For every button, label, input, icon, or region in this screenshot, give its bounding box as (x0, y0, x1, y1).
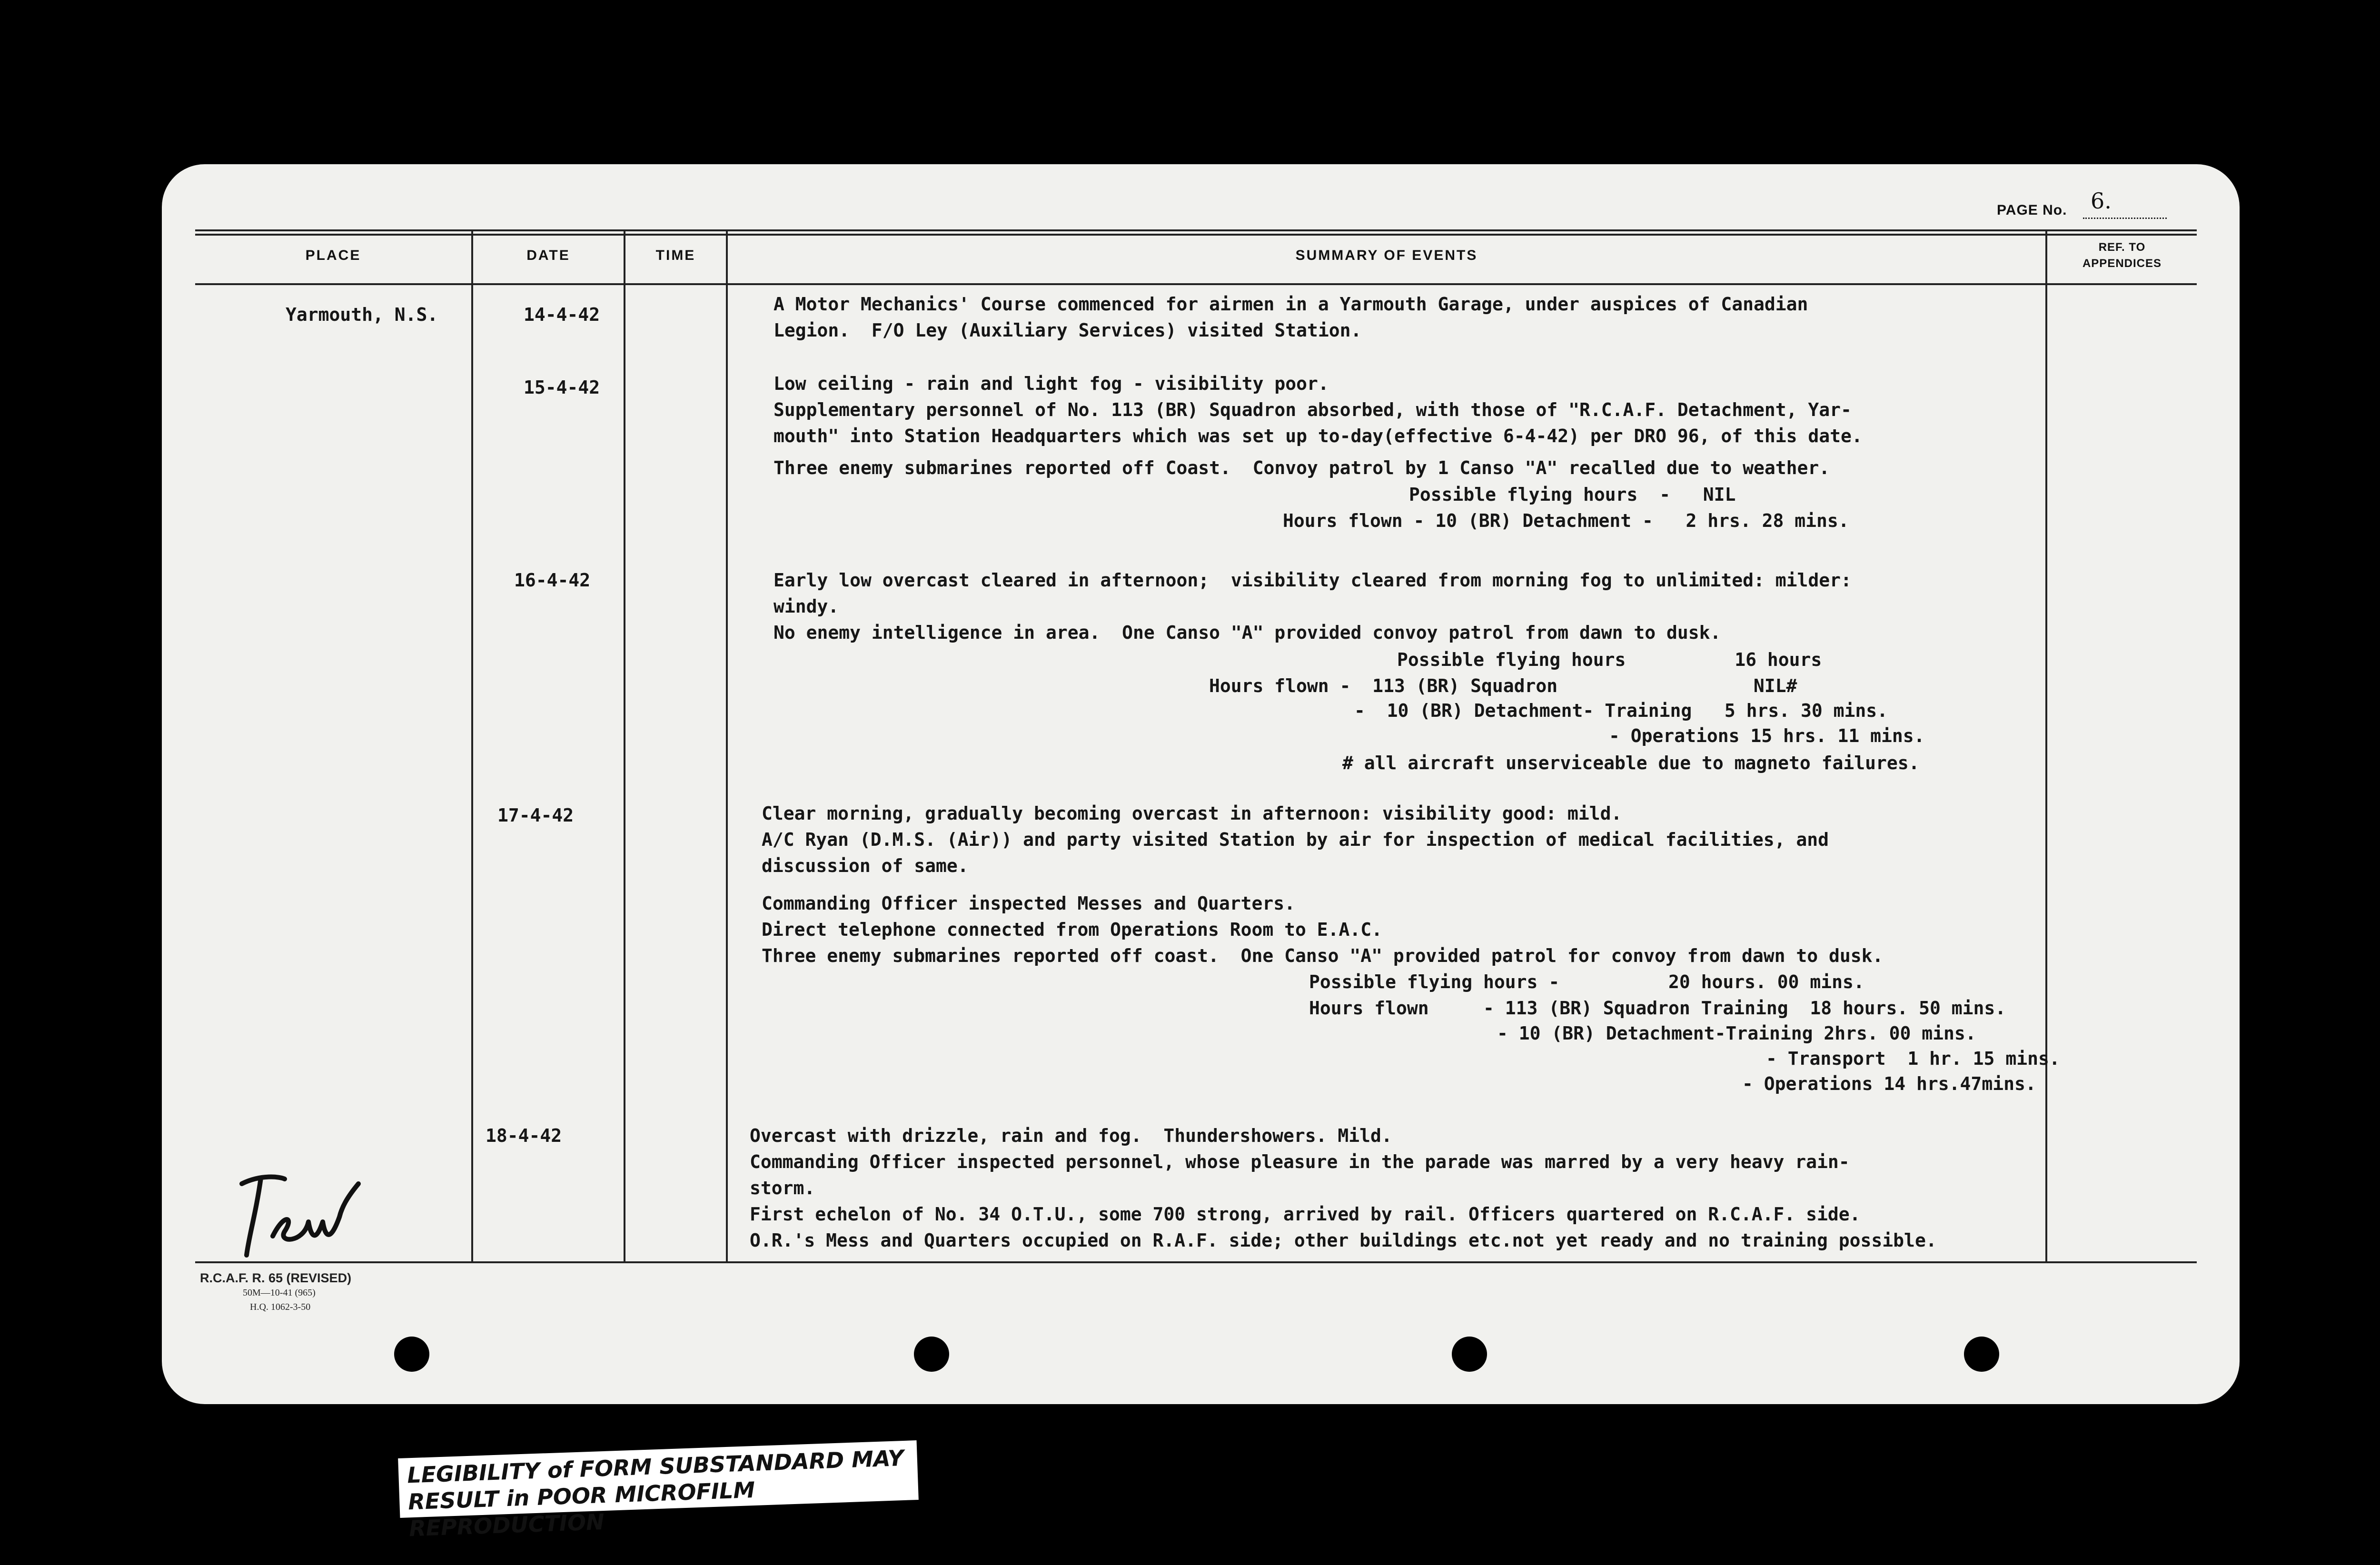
event-line: Three enemy submarines reported off Coast. Convoy patrol by 1 Canso "A" recalled due to weather. (774, 457, 1830, 478)
event-line: Supplementary personnel of No. 113 (BR) Squadron absorbed, with those of "R.C.A.F. Detachment, Yar- (774, 399, 1852, 420)
handwritten-initials (228, 1141, 389, 1274)
event-line: Legion. F/O Ley (Auxiliary Services) visited Station. (774, 320, 1362, 341)
binder-hole (914, 1337, 949, 1372)
binder-hole (1452, 1337, 1487, 1372)
event-line: Direct telephone connected from Operations Room to E.A.C. (762, 919, 1383, 940)
flying-hours-line: - Operations 14 hrs.47mins. (1742, 1073, 2036, 1094)
flying-hours-line: Possible flying hours - 20 hours. 00 mins. (1309, 971, 1864, 992)
header-place: PLACE (305, 248, 361, 263)
column-divider-date (624, 231, 625, 1263)
event-line: Commanding Officer inspected personnel, whose pleasure in the parade was marred by a very heavy rain- (750, 1151, 1850, 1172)
page-number: 6. (2091, 188, 2112, 214)
date-entry: 14-4-42 (524, 304, 600, 325)
header-ref-line2: APPENDICES (2082, 257, 2162, 270)
header-ref-appendices (2047, 239, 2197, 272)
microfilm-legibility-notice (398, 1440, 919, 1542)
header-bottom-rule (195, 283, 2197, 285)
date-entry: 16-4-42 (514, 570, 591, 591)
flying-hours-line: Hours flown - 113 (BR) Squadron NIL# (1209, 675, 1797, 696)
flying-hours-line: - Operations 15 hrs. 11 mins. (1609, 725, 1925, 746)
event-line: discussion of same. (762, 855, 969, 876)
flying-hours-line: Hours flown - 10 (BR) Detachment - 2 hrs. 28 mins. (1283, 510, 1849, 531)
column-divider-time (726, 231, 728, 1263)
flying-hours-line: Possible flying hours 16 hours (1397, 649, 1822, 670)
table-bottom-rule (195, 1261, 2197, 1263)
page-number-label: PAGE No. (1997, 202, 2067, 218)
event-line: windy. (774, 596, 839, 617)
date-entry: 17-4-42 (497, 805, 574, 826)
notice-line2: RESULT in POOR MICROFILM REPRODUCTION (407, 1476, 755, 1542)
flying-hours-line: - 10 (BR) Detachment- Training 5 hrs. 30 mins. (1354, 700, 1888, 721)
event-line: Three enemy submarines reported off coast. One Canso "A" provided patrol for convoy from dawn to dusk. (762, 945, 1884, 966)
event-line: storm. (750, 1178, 815, 1199)
footnote-line: # all aircraft unserviceable due to magneto failures. (1342, 753, 1920, 773)
notice-line1: LEGIBILITY of FORM SUBSTANDARD MAY (407, 1445, 904, 1488)
flying-hours-line: - 10 (BR) Detachment-Training 2hrs. 00 mins. (1497, 1023, 1976, 1044)
header-date: DATE (526, 248, 570, 263)
header-summary: SUMMARY OF EVENTS (1295, 248, 1478, 263)
event-line: First echelon of No. 34 O.T.U., some 700 strong, arrived by rail. Officers quartered on R.C.A.F. side. (750, 1204, 1861, 1225)
binder-hole (394, 1337, 429, 1372)
column-divider-summary (2045, 231, 2047, 1263)
event-line: A/C Ryan (D.M.S. (Air)) and party visited Station by air for inspection of medical facilities, and (762, 829, 1829, 850)
form-print-run: 50M—10-41 (965) (243, 1288, 316, 1298)
form-number: R.C.A.F. R. 65 (REVISED) (200, 1271, 352, 1285)
header-time: TIME (655, 248, 696, 263)
header-top-rule-double (195, 234, 2197, 236)
event-line: No enemy intelligence in area. One Canso "A" provided convoy patrol from dawn to dusk. (774, 622, 1721, 643)
column-divider-place (471, 231, 473, 1263)
event-line: Early low overcast cleared in afternoon; visibility cleared from morning fog to unlimited: milder: (774, 570, 1852, 591)
event-line: mouth" into Station Headquarters which was set up to-day(effective 6-4-42) per DRO 96, of this date. (774, 426, 1863, 446)
event-line: Commanding Officer inspected Messes and Quarters. (762, 893, 1296, 914)
form-hq-reference: H.Q. 1062-3-50 (250, 1302, 311, 1312)
binder-hole (1964, 1337, 1999, 1372)
event-line: Clear morning, gradually becoming overcast in afternoon: visibility good: mild. (762, 803, 1622, 824)
event-line: Overcast with drizzle, rain and fog. Thundershowers. Mild. (750, 1125, 1392, 1146)
flying-hours-line: Possible flying hours - NIL (1409, 484, 1736, 505)
date-entry: 18-4-42 (486, 1125, 562, 1146)
flying-hours-line: - Transport 1 hr. 15 mins. (1766, 1048, 2060, 1069)
place-yarmouth: Yarmouth, N.S. (286, 304, 438, 325)
event-line: O.R.'s Mess and Quarters occupied on R.A.F. side; other buildings etc.not yet ready and no training possible. (750, 1230, 1937, 1251)
date-entry: 15-4-42 (524, 377, 600, 398)
header-ref-line1: REF. TO (2098, 241, 2146, 254)
log-sheet (162, 164, 2240, 1404)
page-number-underline (2083, 218, 2167, 219)
event-line: A Motor Mechanics' Course commenced for airmen in a Yarmouth Garage, under auspices of Canadian (774, 294, 1808, 315)
event-line: Low ceiling - rain and light fog - visibility poor. (774, 373, 1329, 394)
header-top-rule (195, 229, 2197, 231)
flying-hours-line: Hours flown - 113 (BR) Squadron Training 18 hours. 50 mins. (1309, 998, 2006, 1019)
